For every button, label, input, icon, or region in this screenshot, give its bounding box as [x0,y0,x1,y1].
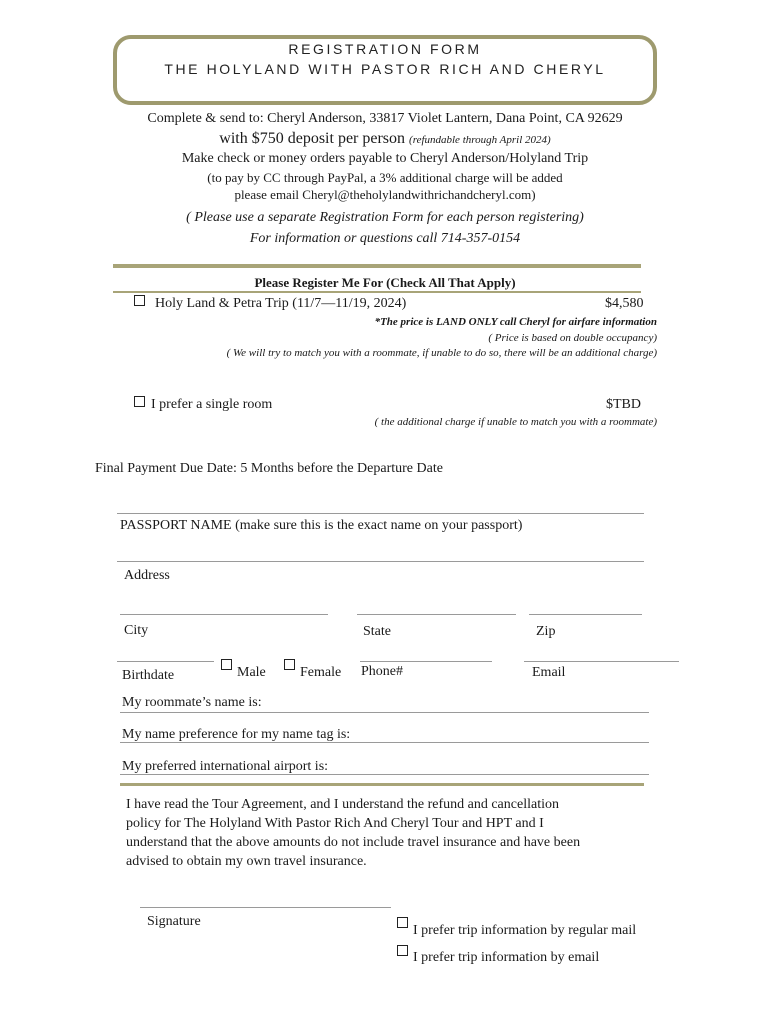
agreement-line: advised to obtain my own travel insurance. [126,854,367,869]
zip-label: Zip [536,624,556,639]
single-room-checkbox[interactable] [134,396,145,407]
passport-line[interactable] [117,513,644,514]
signature-label: Signature [147,914,201,929]
trip-price: $4,580 [605,296,644,311]
roommate-line[interactable] [120,712,649,713]
occupancy-note: ( Price is based on double occupancy) [488,332,657,344]
divider-agreement [120,783,644,786]
separate-form-note: ( Please use a separate Registration Form for each person registering) [186,210,584,225]
agreement-line: understand that the above amounts do not include travel insurance and have been [126,835,581,850]
airport-line[interactable] [120,774,649,775]
agreement-line: policy for The Holyland With Pastor Rich And Cheryl Tour and HPT and I [126,816,544,831]
roommate-charge-note: ( We will try to match you with a roommate, if unable to do so, there will be an additional charge) [226,347,657,359]
single-room-note: ( the additional charge if unable to match you with a roommate) [374,416,657,428]
divider-top [113,264,641,268]
form-header-box [113,35,657,105]
airport-label: My preferred international airport is: [122,759,329,774]
email-pref-label: I prefer trip information by email [413,950,600,965]
regular-mail-label: I prefer trip information by regular mail [413,923,637,938]
phone-label: Phone# [361,664,403,679]
form-subtitle: THE HOLYLAND WITH PASTOR RICH AND CHERYL [164,61,606,77]
trip-checkbox[interactable] [134,295,145,306]
address-line[interactable] [117,561,644,562]
city-label: City [124,623,149,638]
roommate-label: My roommate’s name is: [122,695,262,710]
form-title: REGISTRATION FORM [288,41,482,57]
info-call-note: For information or questions call 714-357-0154 [249,231,521,246]
final-payment-text: Final Payment Due Date: 5 Months before the Departure Date [95,461,443,476]
zip-line[interactable] [529,614,642,615]
agreement-text [126,795,580,871]
single-room-price: $TBD [606,397,641,412]
email-label: Email [532,665,566,680]
name-tag-line[interactable] [120,742,649,743]
refund-note: (refundable through April 2024) [409,134,551,146]
cc-note-line1: (to pay by CC through PayPal, a 3% additional charge will be added [207,170,563,185]
price-note: *The price is LAND ONLY call Cheryl for airfare information [374,316,657,328]
state-line[interactable] [357,614,516,615]
agreement-line: I have read the Tour Agreement, and I understand the refund and cancellation [126,797,559,812]
register-heading: Please Register Me For (Check All That Apply) [254,275,516,290]
city-line[interactable] [120,614,328,615]
birthdate-line[interactable] [117,661,214,662]
payable-text: Make check or money orders payable to Cheryl Anderson/Holyland Trip [181,151,589,166]
cc-note-line2: please email Cheryl@theholylandwithrichandcheryl.com) [234,187,536,202]
passport-label: PASSPORT NAME (make sure this is the exact name on your passport) [120,518,523,533]
deposit-text: with $750 deposit per person [219,130,406,147]
phone-line[interactable] [360,661,492,662]
male-checkbox[interactable] [221,659,232,670]
state-label: State [363,624,391,639]
email-pref-checkbox[interactable] [397,945,408,956]
male-label: Male [237,665,266,680]
trip-label: Holy Land & Petra Trip (11/7—11/19, 2024) [155,296,407,311]
email-line[interactable] [524,661,679,662]
birthdate-label: Birthdate [122,668,175,683]
female-checkbox[interactable] [284,659,295,670]
female-label: Female [300,665,342,680]
send-to-text: Complete & send to: Cheryl Anderson, 33817 Violet Lantern, Dana Point, CA 92629 [147,111,623,126]
name-tag-label: My name preference for my name tag is: [122,727,351,742]
regular-mail-checkbox[interactable] [397,917,408,928]
deposit-line [0,130,770,148]
signature-line[interactable] [140,907,391,908]
address-label: Address [124,568,170,583]
register-heading-rule [113,291,641,293]
single-room-label: I prefer a single room [151,397,273,412]
